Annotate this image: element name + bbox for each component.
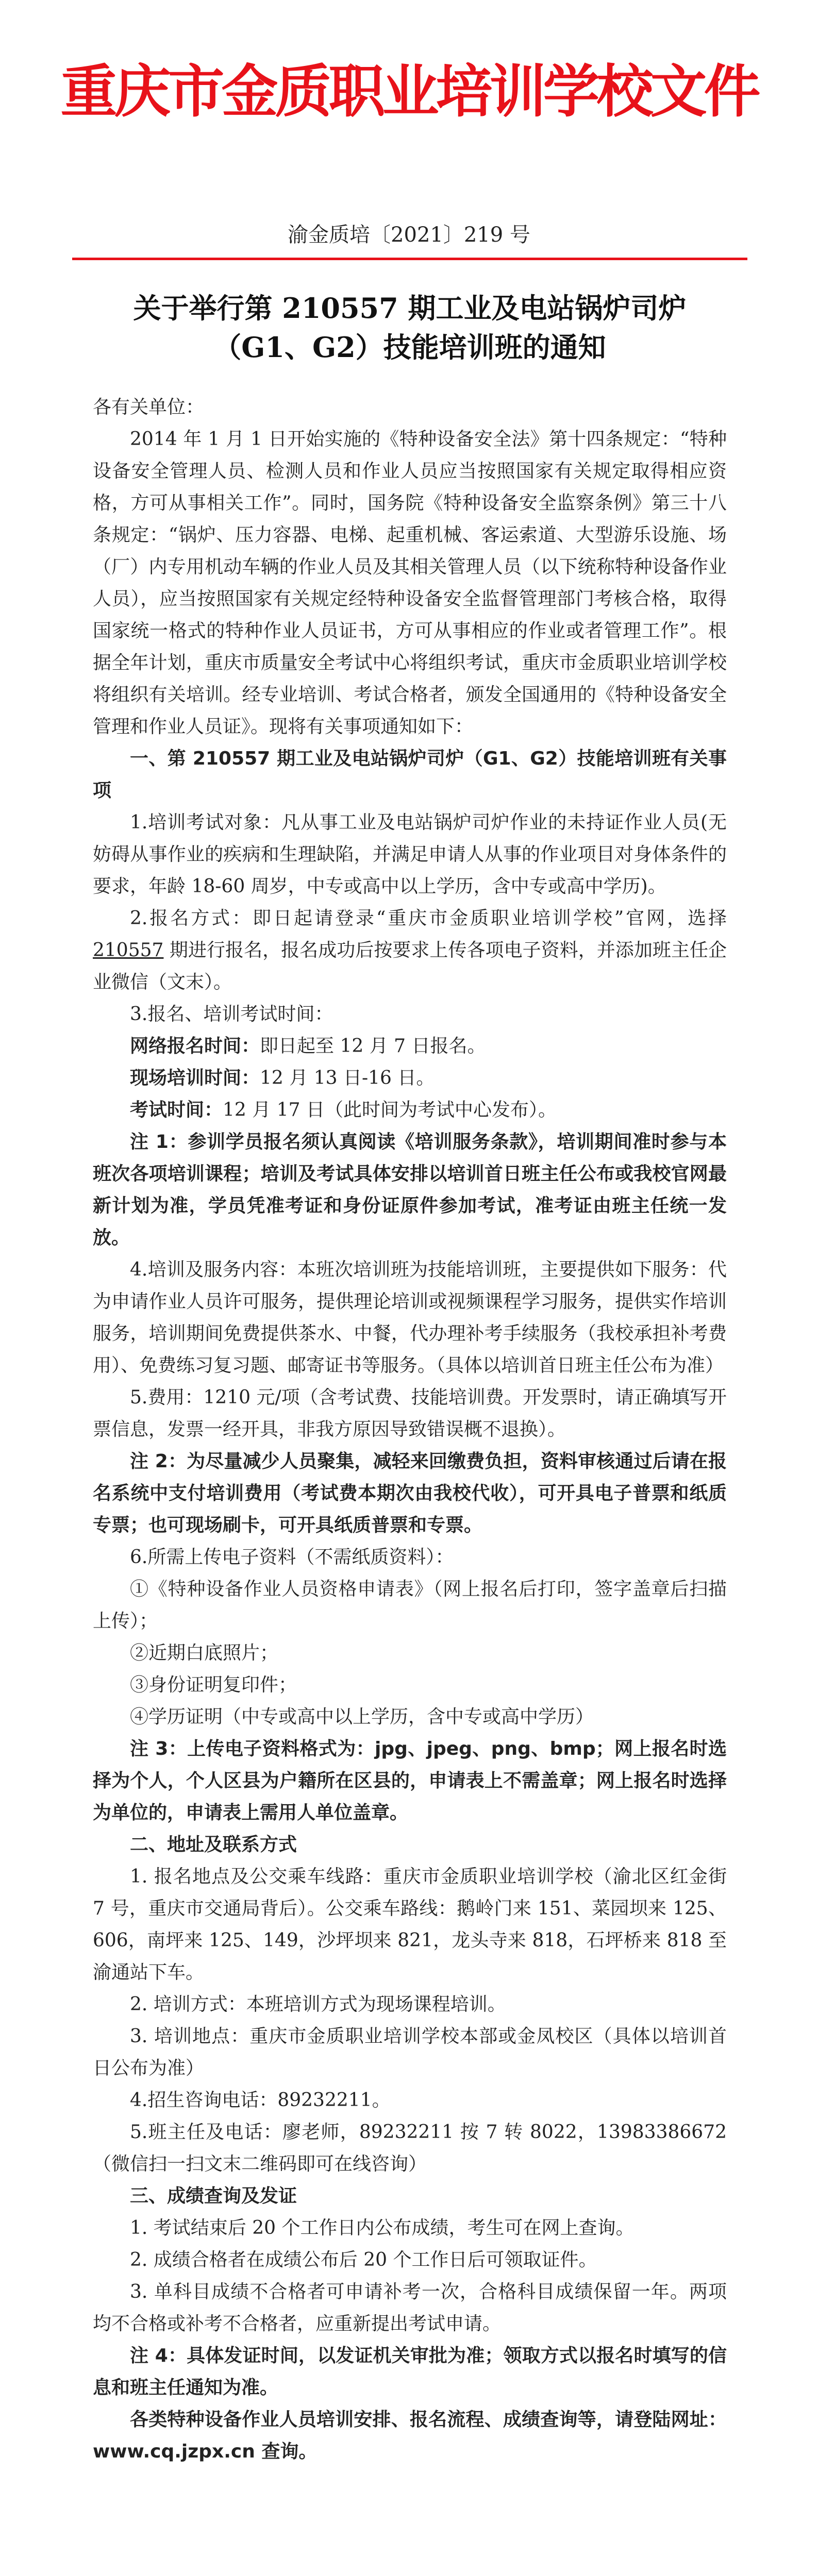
item-2-text-a: 2.报名方式：即日起请登录“重庆市金质职业培训学校”官网，选择 [130, 908, 727, 929]
material-2: ②近期白底照片； [130, 1642, 279, 1664]
material-3: ③身份证明复印件； [130, 1674, 297, 1696]
result-2: 2. 成绩合格者在成绩公布后 20 个工作日后可领取证件。 [130, 2249, 597, 2270]
item-1-target: 1.培训考试对象：凡从事工业及电站锅炉司炉作业的未持证作业人员(无妨碍从事作业的疾病和生理缺陷，并满足申请人从事的作业项目对身体条件的要求，年龄 18-60 周岁，中专或高中以上学历，含中专或高中学历)。 [93, 812, 727, 897]
contact-4-phone: 4.招生咨询电话：89232211。 [130, 2090, 391, 2111]
header-divider [72, 258, 747, 260]
onsite-label: 现场培训时间： [130, 1067, 260, 1089]
salutation: 各有关单位： [93, 397, 205, 418]
onsite-value: 12 月 13 日-16 日。 [260, 1067, 435, 1089]
notice-body [93, 392, 727, 2468]
item-6-materials: 6.所需上传电子资料（不需纸质资料）： [130, 1547, 454, 1568]
contact-1-location: 1. 报名地点及公交乘车线路：重庆市金质职业培训学校（渝北区红金街 7 号，重庆市交通局背后）。公交乘车路线：鹅岭门来 151、菜园坝来 125、606，南坪来 125、149，沙坪坝来 821，龙头寺来 818，石坪桥来 818 至渝通站下车。 [93, 1866, 727, 1983]
result-1: 1. 考试结束后 20 个工作日内公布成绩，考生可在网上查询。 [130, 2217, 635, 2239]
exam-label: 考试时间： [130, 1099, 223, 1121]
onsite-training-time [93, 1062, 727, 1094]
class-number-link[interactable]: 210557 [93, 940, 164, 961]
note-4: 注 4：具体发证时间，以发证机关审批为准；领取方式以报名时填写的信息和班主任通知为准。 [93, 2345, 727, 2398]
item-5-fees: 5.费用：1210 元/项（含考试费、技能培训费。开发票时，请正确填写开票信息，发票一经开具，非我方原因导致错误概不退换）。 [93, 1387, 727, 1440]
exam-time [93, 1094, 727, 1126]
closing-paragraph: 各类特种设备作业人员培训安排、报名流程、成绩查询等，请登陆网址：www.cq.jzpx.cn 查询。 [93, 2409, 727, 2462]
section-3-heading: 三、成绩查询及发证 [130, 2185, 297, 2207]
item-2-text-b: 期进行报名，报名成功后按要求上传各项电子资料，并添加班主任企业微信（文末）。 [93, 940, 727, 993]
note-1: 注 1：参训学员报名须认真阅读《培训服务条款》，培训期间准时参与本班次各项培训课程；培训及考试具体安排以培训首日班主任公布或我校官网最新计划为准，学员凭准考证和身份证原件参加考试，准考证由班主任统一发放。 [93, 1131, 727, 1248]
intro-paragraph: 2014 年 1 月 1 日开始实施的《特种设备安全法》第十四条规定：“特种设备安全管理人员、检测人员和作业人员应当按照国家有关规定取得相应资格，方可从事相关工作”。同时，国务院《特种设备安全监察条例》第三十八条规定：“锅炉、压力容器、电梯、起重机械、客运索道、大型游乐设施、场（厂）内专用机动车辆的作业人员及其相关管理人员（以下统称特种设备作业人员），应当按照国家有关规定经特种设备安全监督管理部门考核合格，取得国家统一格式的特种作业人员证书，方可从事相应的作业或者管理工作”。根据全年计划，重庆市质量安全考试中心将组织考试，重庆市金质职业培训学校将组织有关培训。经专业培训、考试合格者，颁发全国通用的《特种设备安全管理和作业人员证》。现将有关事项通知如下： [93, 429, 727, 737]
online-label: 网络报名时间： [130, 1036, 260, 1057]
notice-title [72, 289, 747, 367]
exam-value: 12 月 17 日（此时间为考试中心发布）。 [223, 1099, 557, 1121]
section-2-heading: 二、地址及联系方式 [130, 1834, 297, 1855]
document-number: 渝金质培〔2021〕219 号 [288, 223, 530, 247]
material-1: ①《特种设备作业人员资格申请表》（网上报名后打印，签字盖章后扫描上传）； [93, 1579, 727, 1632]
notice-title-line1: 关于举行第 210557 期工业及电站锅炉司炉 [133, 292, 687, 325]
material-4: ④学历证明（中专或高中以上学历，含中专或高中学历） [130, 1706, 594, 1727]
online-registration-time [93, 1030, 727, 1062]
contact-3-venue: 3. 培训地点：重庆市金质职业培训学校本部或金凤校区（具体以培训首日公布为准） [93, 2026, 727, 2079]
note-3: 注 3：上传电子资料格式为：jpg、jpeg、png、bmp；网上报名时选择为个人，个人区县为户籍所在区县的，申请表上不需盖章；网上报名时选择为单位的，申请表上需用人单位盖章。 [93, 1738, 727, 1823]
contact-5-teacher: 5.班主任及电话：廖老师，89232211 按 7 转 8022，13983386672（微信扫一扫文末二维码即可在线咨询） [93, 2122, 727, 2175]
item-2-registration [93, 903, 727, 998]
item-4-services: 4.培训及服务内容：本班次培训班为技能培训班，主要提供如下服务：代为申请作业人员许可服务，提供理论培训或视频课程学习服务，提供实作培训服务，培训期间免费提供茶水、中餐，代办理补考手续服务（我校承担补考费用）、免费练习复习题、邮寄证书等服务。（具体以培训首日班主任公布为准） [93, 1259, 727, 1376]
result-3: 3. 单科目成绩不合格者可申请补考一次，合格科目成绩保留一年。两项均不合格或补考不合格者，应重新提出考试申请。 [93, 2281, 727, 2334]
note-2: 注 2：为尽量减少人员聚集，减轻来回缴费负担，资料审核通过后请在报名系统中支付培训费用（考试费本期次由我校代收），可开具电子普票和纸质专票；也可现场刷卡，可开具纸质普票和专票。 [93, 1451, 727, 1536]
item-3-schedule: 3.报名、培训考试时间： [130, 1004, 333, 1025]
section-1-heading: 一、第 210557 期工业及电站锅炉司炉（G1、G2）技能培训班有关事项 [93, 748, 727, 801]
online-value: 即日起至 12 月 7 日报名。 [260, 1036, 486, 1057]
notice-title-line2: （G1、G2）技能培训班的通知 [213, 331, 606, 364]
document-header-title: 重庆市金质职业培训学校文件 [60, 59, 758, 125]
contact-2-method: 2. 培训方式：本班培训方式为现场课程培训。 [130, 1994, 506, 2015]
